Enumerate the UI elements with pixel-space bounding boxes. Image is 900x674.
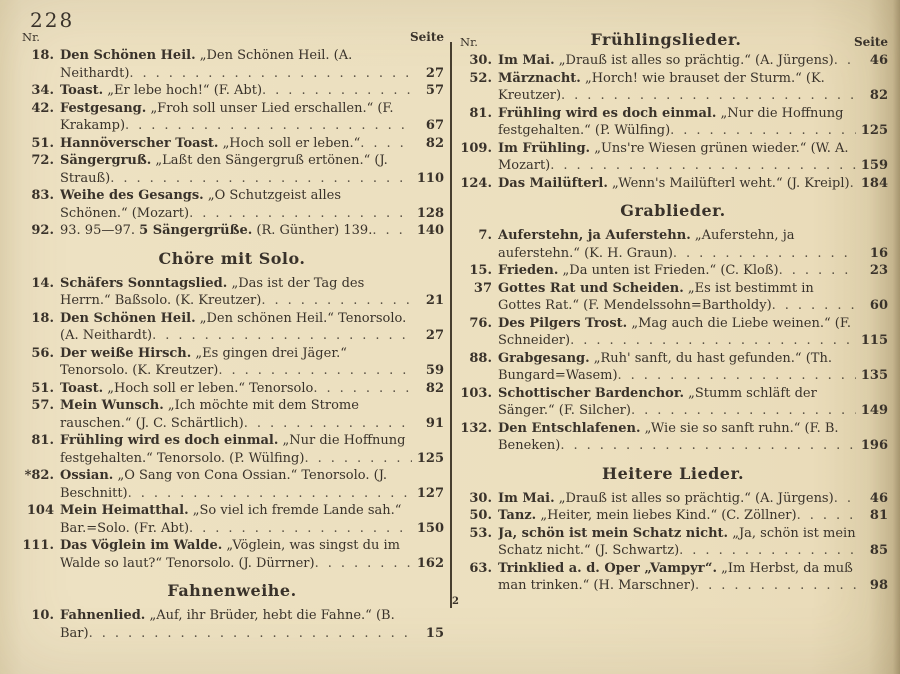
toc-entry (20, 152, 444, 187)
entry-title: Der weiße Hirsch. (60, 345, 192, 361)
right-column (458, 30, 888, 595)
toc-entry (20, 222, 444, 240)
entry-text (60, 100, 412, 135)
entry-page: 125 (860, 123, 888, 138)
entry-number: 18. (31, 310, 54, 326)
entry-page: 91 (425, 415, 444, 431)
index-columns (20, 30, 888, 642)
entry-number: 88. (469, 350, 492, 366)
entry-text (60, 432, 412, 467)
entry-number: 81. (469, 105, 492, 121)
toc-entry (20, 47, 444, 82)
entry-subtitle: „Laßt den Sängergruß ertönen.“ (J. Strauß) (60, 153, 388, 186)
entry-title: Im Mai. (498, 53, 555, 68)
entry-text (60, 502, 412, 537)
entry-page: 127 (416, 485, 444, 501)
entry-number: 124. (460, 175, 492, 191)
entry-title: Festgesang. (60, 100, 147, 116)
entry-number: 72. (31, 153, 54, 168)
entry-title: Im Frühling. (498, 140, 591, 156)
entry-title: Tanz. (498, 508, 537, 523)
entry-subtitle: „Den schönen Heil.“ Tenorsolo. (A. Neithardt) (60, 310, 407, 343)
entry-page: 98 (869, 578, 888, 593)
toc-entry (20, 100, 444, 135)
entry-subtitle: „Nur die Hoffnung festgehalten.“ Tenorsolo. (P. Wülfing) (60, 433, 406, 466)
entry-text (498, 507, 856, 525)
entry-title: Den Entschlafenen. (498, 420, 641, 436)
entry-title: Ja, schön ist mein Schatz nicht. (498, 525, 729, 541)
entry-title: Das Vöglein im Walde. (60, 538, 223, 553)
entry-text (60, 607, 412, 642)
entry-subtitle: „Da unten ist Frieden.“ (C. Kloß) (562, 263, 779, 278)
entry-subtitle: „Nur die Hoffnung festgehalten.“ (P. Wülfing) (498, 105, 844, 138)
entry-number: 37 (473, 280, 492, 296)
entry-page: 81 (869, 508, 888, 523)
entry-number: 57. (31, 398, 54, 413)
entry-title: Den Schönen Heil. (60, 310, 196, 326)
entry-title: Schäfers Sonntagslied. (60, 275, 228, 291)
entry-text (60, 187, 412, 222)
entry-text (60, 275, 412, 310)
entry-page: 184 (860, 175, 888, 191)
entry-page: 27 (425, 65, 444, 81)
entry-subtitle: „So viel ich fremde Lande sah.“ Bar.=Solo. (Fr. Abt) (60, 503, 402, 536)
toc-entry (458, 175, 888, 193)
entry-number: 53. (469, 525, 492, 541)
entry-page: 23 (869, 263, 888, 278)
entry-text (498, 350, 856, 385)
entry-page: 125 (416, 450, 444, 466)
entry-subtitle: „Er lebe hoch!“ (F. Abt) (107, 83, 263, 98)
entry-title: Im Mai. (498, 490, 555, 506)
entry-page: 150 (416, 520, 444, 536)
entry-page: 46 (869, 490, 888, 506)
entry-number: 76. (469, 315, 492, 331)
entry-subtitle: „Es ist bestimmt in Gottes Rat.“ (F. Mendelssohn=Bartholdy) (498, 280, 814, 313)
nr-label: Nr. (22, 30, 40, 44)
left-column-entries (20, 47, 444, 642)
entry-subtitle: „Mag auch die Liebe weinen.“ (F. Schneider) (498, 315, 851, 348)
entry-title: Mein Wunsch. (60, 398, 164, 413)
entry-number: 111. (22, 538, 54, 553)
section-title: Chöre mit Solo. (158, 248, 306, 268)
left-column (20, 30, 444, 642)
entry-text (60, 380, 412, 398)
page-number: 228 (30, 8, 75, 32)
toc-entry (458, 420, 888, 455)
nr-label: Nr. (460, 35, 478, 49)
toc-entry (20, 380, 444, 398)
entry-number: 81. (31, 433, 54, 448)
entry-text (498, 140, 856, 175)
entry-title: 5 Sängergrüße. (139, 223, 253, 238)
seite-label: Seite (853, 35, 888, 49)
entry-page: 16 (869, 245, 888, 261)
entry-number: 14. (31, 275, 54, 291)
entry-subtitle: „Drauß ist alles so prächtig.“ (A. Jürgens) (558, 490, 834, 506)
toc-entry (20, 502, 444, 537)
entry-text (498, 490, 856, 508)
entry-page: 196 (860, 438, 888, 453)
toc-entry (458, 52, 888, 70)
entry-subtitle: „Auf, ihr Brüder, hebt die Fahne.“ (B. Bar) (60, 608, 395, 641)
toc-entry (458, 525, 888, 560)
entry-text (60, 47, 412, 82)
entry-number: 42. (31, 100, 54, 116)
entry-subtitle: „Auferstehn, ja auferstehn.“ (K. H. Graun) (498, 228, 795, 261)
entry-title: Grabgesang. (498, 350, 590, 366)
toc-entry (458, 105, 888, 140)
entry-number: 10. (31, 608, 54, 623)
entry-title: Schottischer Bardenchor. (498, 385, 684, 401)
entry-page: 82 (425, 380, 444, 396)
entry-subtitle: „Froh soll unser Lied erschallen.“ (F. Krakamp) (60, 100, 394, 133)
entry-page: 149 (860, 403, 888, 418)
entry-number: 63. (469, 560, 492, 576)
entry-number: 83. (31, 188, 54, 203)
entry-page: 67 (425, 118, 444, 133)
entry-page: 21 (425, 293, 444, 308)
entry-text (60, 222, 412, 240)
section-title: Frühlingslieder. (590, 30, 742, 49)
entry-text (498, 52, 856, 70)
toc-entry (458, 385, 888, 420)
entry-number: 132. (460, 420, 492, 436)
entry-title: Ossian. (60, 468, 114, 483)
entry-number: 50. (469, 508, 492, 523)
entry-title: Das Mailüfterl. (498, 175, 608, 191)
entry-text (498, 227, 856, 262)
right-column-entries (458, 52, 888, 595)
entry-title: Frühling wird es doch einmal. (498, 105, 717, 121)
signature-mark: 2 (452, 596, 459, 607)
entry-title: Des Pilgers Trost. (498, 315, 628, 331)
entry-text (498, 420, 856, 455)
entry-number: 18. (31, 48, 54, 63)
entry-text (60, 152, 412, 187)
entry-subtitle: „Ruh' sanft, du hast gefunden.“ (Th. Bungard=Wasem) (498, 350, 832, 383)
entry-subtitle: „Heiter, mein liebes Kind.“ (C. Zöllner) (540, 508, 797, 523)
entry-page: 162 (416, 555, 444, 571)
entry-title: Toast. (60, 380, 104, 396)
toc-entry (20, 467, 444, 502)
entry-subtitle: „Vöglein, was singst du im Walde so laut?“ Tenorsolo. (J. Dürrner) (60, 538, 400, 571)
toc-entry (458, 315, 888, 350)
toc-entry (458, 262, 888, 280)
entry-subtitle: „Es gingen drei Jäger.“ Tenorsolo. (K. Kreutzer) (60, 345, 347, 378)
toc-entry (458, 280, 888, 315)
entry-text (498, 560, 856, 595)
entry-page: 140 (416, 223, 444, 238)
entry-page: 60 (869, 298, 888, 313)
entry-subtitle: „Stumm schläft der Sänger.“ (F. Silcher) (498, 385, 817, 418)
entry-title: Toast. (60, 83, 104, 98)
entry-page: 110 (416, 170, 444, 186)
entry-page: 128 (416, 205, 444, 221)
entry-subtitle: „Hoch soll er leben.“ Tenorsolo (107, 380, 314, 396)
toc-entry (20, 537, 444, 572)
section-title: Grablieder. (620, 201, 726, 220)
toc-entry (20, 135, 444, 153)
entry-subtitle: „Uns're Wiesen grünen wieder.“ (W. A. Mozart) (498, 140, 849, 173)
toc-entry (20, 82, 444, 100)
entry-subtitle: „Den Schönen Heil. (A. Neithardt) (60, 48, 353, 81)
entry-title: Frühling wird es doch einmal. (60, 433, 279, 448)
entry-text (60, 467, 412, 502)
entry-subtitle: „Wenn's Mailüfterl weht.“ (J. Kreipl) (612, 175, 850, 191)
toc-entry (458, 350, 888, 385)
section-title: Heitere Lieder. (601, 463, 745, 483)
entry-number: 7. (478, 228, 492, 243)
toc-entry (458, 140, 888, 175)
toc-entry (458, 227, 888, 262)
toc-entry (20, 607, 444, 642)
entry-subtitle: „Das ist der Tag des Herrn.“ Baßsolo. (K. Kreutzer) (60, 275, 365, 308)
entry-text (60, 310, 412, 345)
seite-label: Seite (409, 30, 444, 44)
toc-entry (458, 490, 888, 508)
entry-text (498, 385, 856, 420)
entry-text (498, 280, 856, 315)
toc-entry (20, 397, 444, 432)
entry-number: 15. (469, 263, 492, 278)
entry-page: 46 (869, 53, 888, 68)
column-rule (450, 42, 452, 608)
entry-number: 104 (26, 503, 54, 518)
toc-entry (20, 345, 444, 380)
entry-page: 57 (425, 83, 444, 98)
left-column-header (20, 30, 444, 44)
entry-text (60, 135, 412, 153)
entry-title: Fahnenlied. (60, 608, 146, 623)
entry-text (498, 262, 856, 280)
entry-subtitle: „O Sang von Cona Ossian.“ Tenorsolo. (J. Beschnitt) (60, 468, 388, 501)
entry-text (60, 397, 412, 432)
section-title: Fahnenweihe. (167, 581, 297, 600)
entry-title: Trinklied a. d. Oper „Vampyr“. (498, 560, 718, 576)
entry-number: 92. (31, 223, 54, 238)
entry-text (498, 70, 856, 105)
entry-page: 82 (869, 88, 888, 103)
entry-page: 82 (425, 135, 444, 151)
entry-number: 52. (469, 70, 492, 86)
entry-title: Gottes Rat und Scheiden. (498, 280, 684, 296)
entry-number: 30. (469, 490, 492, 506)
entry-text (498, 525, 856, 560)
entry-title: Sängergruß. (60, 153, 152, 168)
entry-number: 103. (460, 385, 492, 401)
entry-text (60, 537, 412, 572)
entry-page: 115 (860, 333, 888, 348)
toc-entry (20, 275, 444, 310)
entry-page: 59 (425, 363, 444, 378)
entry-title: Hannöverscher Toast. (60, 135, 219, 151)
right-column-header (458, 30, 888, 49)
toc-entry (458, 560, 888, 595)
entry-title: Weihe des Gesangs. (60, 188, 204, 203)
toc-entry (20, 187, 444, 222)
entry-page: 159 (860, 158, 888, 173)
toc-entry (458, 70, 888, 105)
entry-subtitle: „Horch! wie brauset der Sturm.“ (K. Kreutzer) (498, 70, 825, 103)
entry-title: Auferstehn, ja Auferstehn. (498, 228, 691, 243)
entry-page: 15 (425, 625, 444, 641)
entry-number: 56. (31, 345, 54, 361)
entry-number: 34. (31, 83, 54, 98)
entry-subtitle: (R. Günther) 139. (256, 223, 373, 238)
entry-extra-numbers: 93. 95—97. (60, 223, 136, 238)
entry-subtitle: „Drauß ist alles so prächtig.“ (A. Jürgens) (558, 53, 834, 68)
entry-number: 51. (31, 380, 54, 396)
entry-subtitle: „Ich möchte mit dem Strome rauschen.“ (J. C. Schärtlich) (60, 398, 359, 431)
toc-entry (20, 310, 444, 345)
entry-subtitle: „Im Herbst, da muß man trinken.“ (H. Marschner) (498, 560, 853, 593)
entry-subtitle: „O Schutzgeist alles Schönen.“ (Mozart) (60, 188, 342, 221)
entry-number: *82. (24, 468, 54, 483)
entry-text (60, 345, 412, 380)
entry-text (60, 82, 412, 100)
entry-number: 109. (460, 140, 492, 156)
toc-entry (458, 507, 888, 525)
entry-number: 30. (469, 53, 492, 68)
entry-page: 85 (869, 543, 888, 558)
entry-number: 51. (31, 135, 54, 151)
entry-page: 27 (425, 328, 444, 343)
entry-text (498, 175, 856, 193)
entry-text (498, 315, 856, 350)
entry-title: Märznacht. (498, 70, 581, 86)
entry-subtitle: „Ja, schön ist mein Schatz nicht.“ (J. Schwartz) (498, 525, 856, 558)
entry-title: Den Schönen Heil. (60, 48, 196, 63)
entry-title: Mein Heimatthal. (60, 503, 189, 518)
entry-page: 135 (860, 368, 888, 383)
entry-subtitle: „Wie sie so sanft ruhn.“ (F. B. Beneken) (498, 420, 839, 453)
entry-subtitle: „Hoch soll er leben.“ (222, 135, 361, 151)
toc-entry (20, 432, 444, 467)
entry-title: Frieden. (498, 263, 559, 278)
entry-text (498, 105, 856, 140)
